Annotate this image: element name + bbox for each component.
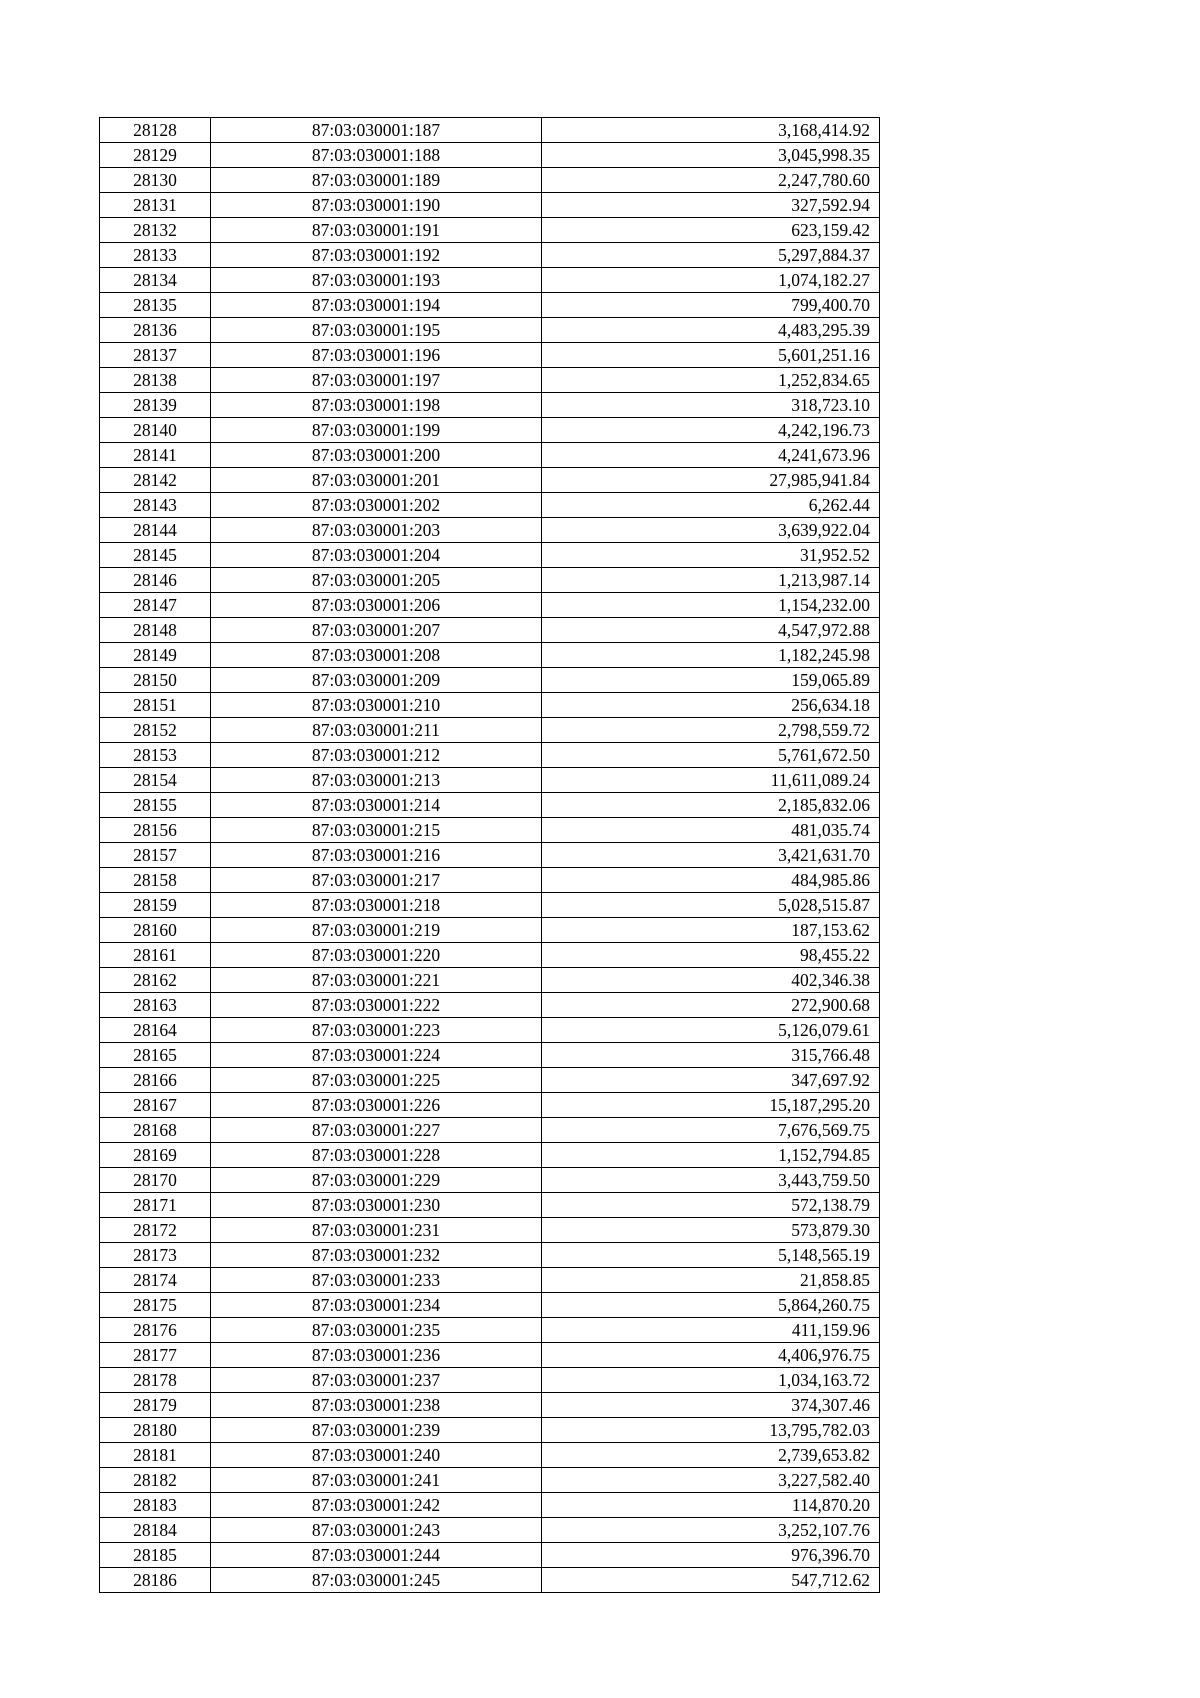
value-cell: 27,985,941.84 [542,468,880,493]
row-number-cell: 28153 [100,743,211,768]
table-row [100,1018,880,1043]
row-number-cell: 28168 [100,1118,211,1143]
cadastral-number-cell: 87:03:030001:209 [211,668,542,693]
row-number-cell: 28148 [100,618,211,643]
value-cell: 4,483,295.39 [542,318,880,343]
table-row [100,743,880,768]
table-row [100,1468,880,1493]
cadastral-number-cell: 87:03:030001:228 [211,1143,542,1168]
row-number-cell: 28185 [100,1543,211,1568]
cadastral-number-cell: 87:03:030001:211 [211,718,542,743]
table-row [100,718,880,743]
value-cell: 3,227,582.40 [542,1468,880,1493]
cadastral-number-cell: 87:03:030001:215 [211,818,542,843]
row-number-cell: 28172 [100,1218,211,1243]
table-row [100,618,880,643]
table-row [100,1393,880,1418]
row-number-cell: 28145 [100,543,211,568]
row-number-cell: 28152 [100,718,211,743]
cadastral-number-cell: 87:03:030001:191 [211,218,542,243]
cadastral-number-cell: 87:03:030001:188 [211,143,542,168]
value-cell: 2,185,832.06 [542,793,880,818]
row-number-cell: 28141 [100,443,211,468]
value-cell: 272,900.68 [542,993,880,1018]
table-row [100,418,880,443]
value-cell: 799,400.70 [542,293,880,318]
value-cell: 572,138.79 [542,1193,880,1218]
cadastral-number-cell: 87:03:030001:213 [211,768,542,793]
row-number-cell: 28182 [100,1468,211,1493]
cadastral-number-cell: 87:03:030001:202 [211,493,542,518]
value-cell: 374,307.46 [542,1393,880,1418]
value-cell: 573,879.30 [542,1218,880,1243]
value-cell: 256,634.18 [542,693,880,718]
table-row [100,968,880,993]
table-row [100,493,880,518]
value-cell: 327,592.94 [542,193,880,218]
table-row [100,443,880,468]
table-row [100,1068,880,1093]
row-number-cell: 28133 [100,243,211,268]
value-cell: 411,159.96 [542,1318,880,1343]
cadastral-number-cell: 87:03:030001:244 [211,1543,542,1568]
row-number-cell: 28151 [100,693,211,718]
cadastral-number-cell: 87:03:030001:208 [211,643,542,668]
cadastral-number-cell: 87:03:030001:234 [211,1293,542,1318]
row-number-cell: 28137 [100,343,211,368]
table-body [100,118,880,1593]
table-row [100,1418,880,1443]
table-row [100,193,880,218]
row-number-cell: 28130 [100,168,211,193]
table-row [100,993,880,1018]
row-number-cell: 28139 [100,393,211,418]
cadastral-number-cell: 87:03:030001:210 [211,693,542,718]
value-cell: 5,864,260.75 [542,1293,880,1318]
cadastral-number-cell: 87:03:030001:204 [211,543,542,568]
cadastral-number-cell: 87:03:030001:199 [211,418,542,443]
table-row [100,1543,880,1568]
row-number-cell: 28181 [100,1443,211,1468]
table-row [100,293,880,318]
table-row [100,1143,880,1168]
table-row [100,118,880,143]
table-row [100,368,880,393]
table-row [100,668,880,693]
row-number-cell: 28186 [100,1568,211,1593]
value-cell: 4,242,196.73 [542,418,880,443]
value-cell: 5,028,515.87 [542,893,880,918]
value-cell: 13,795,782.03 [542,1418,880,1443]
cadastral-number-cell: 87:03:030001:203 [211,518,542,543]
table-row [100,768,880,793]
row-number-cell: 28171 [100,1193,211,1218]
cadastral-number-cell: 87:03:030001:216 [211,843,542,868]
table-row [100,1318,880,1343]
row-number-cell: 28150 [100,668,211,693]
value-cell: 187,153.62 [542,918,880,943]
value-cell: 5,126,079.61 [542,1018,880,1043]
table-row [100,1218,880,1243]
value-cell: 1,034,163.72 [542,1368,880,1393]
table-row [100,343,880,368]
cadastral-number-cell: 87:03:030001:233 [211,1268,542,1293]
table-row [100,943,880,968]
table-row [100,693,880,718]
value-cell: 1,154,232.00 [542,593,880,618]
table-row [100,1268,880,1293]
table-row [100,243,880,268]
value-cell: 15,187,295.20 [542,1093,880,1118]
cadastral-number-cell: 87:03:030001:231 [211,1218,542,1243]
table-row [100,1518,880,1543]
row-number-cell: 28178 [100,1368,211,1393]
cadastral-number-cell: 87:03:030001:192 [211,243,542,268]
value-cell: 484,985.86 [542,868,880,893]
cadastral-number-cell: 87:03:030001:232 [211,1243,542,1268]
row-number-cell: 28146 [100,568,211,593]
cadastral-number-cell: 87:03:030001:189 [211,168,542,193]
value-cell: 623,159.42 [542,218,880,243]
table-row [100,1168,880,1193]
cadastral-number-cell: 87:03:030001:236 [211,1343,542,1368]
row-number-cell: 28165 [100,1043,211,1068]
row-number-cell: 28166 [100,1068,211,1093]
cadastral-number-cell: 87:03:030001:245 [211,1568,542,1593]
row-number-cell: 28160 [100,918,211,943]
value-cell: 2,798,559.72 [542,718,880,743]
value-cell: 3,443,759.50 [542,1168,880,1193]
table-row [100,843,880,868]
cadastral-number-cell: 87:03:030001:226 [211,1093,542,1118]
table-row [100,1243,880,1268]
value-cell: 1,182,245.98 [542,643,880,668]
row-number-cell: 28179 [100,1393,211,1418]
cadastral-value-table [99,117,880,1593]
table-row [100,1343,880,1368]
table-row [100,1368,880,1393]
row-number-cell: 28176 [100,1318,211,1343]
value-cell: 1,152,794.85 [542,1143,880,1168]
cadastral-number-cell: 87:03:030001:214 [211,793,542,818]
table-row [100,1443,880,1468]
cadastral-number-cell: 87:03:030001:190 [211,193,542,218]
value-cell: 3,168,414.92 [542,118,880,143]
cadastral-number-cell: 87:03:030001:217 [211,868,542,893]
cadastral-number-cell: 87:03:030001:193 [211,268,542,293]
value-cell: 7,676,569.75 [542,1118,880,1143]
value-cell: 3,421,631.70 [542,843,880,868]
table-row [100,1568,880,1593]
row-number-cell: 28174 [100,1268,211,1293]
value-cell: 1,213,987.14 [542,568,880,593]
row-number-cell: 28136 [100,318,211,343]
cadastral-number-cell: 87:03:030001:227 [211,1118,542,1143]
cadastral-number-cell: 87:03:030001:212 [211,743,542,768]
row-number-cell: 28129 [100,143,211,168]
row-number-cell: 28175 [100,1293,211,1318]
value-cell: 3,252,107.76 [542,1518,880,1543]
row-number-cell: 28157 [100,843,211,868]
row-number-cell: 28144 [100,518,211,543]
cadastral-number-cell: 87:03:030001:194 [211,293,542,318]
row-number-cell: 28158 [100,868,211,893]
table-row [100,918,880,943]
row-number-cell: 28183 [100,1493,211,1518]
cadastral-number-cell: 87:03:030001:219 [211,918,542,943]
table-row [100,1093,880,1118]
table-row [100,468,880,493]
row-number-cell: 28177 [100,1343,211,1368]
cadastral-number-cell: 87:03:030001:238 [211,1393,542,1418]
value-cell: 1,074,182.27 [542,268,880,293]
cadastral-number-cell: 87:03:030001:221 [211,968,542,993]
cadastral-number-cell: 87:03:030001:239 [211,1418,542,1443]
value-cell: 318,723.10 [542,393,880,418]
row-number-cell: 28169 [100,1143,211,1168]
value-cell: 4,241,673.96 [542,443,880,468]
cadastral-number-cell: 87:03:030001:197 [211,368,542,393]
table-row [100,868,880,893]
row-number-cell: 28149 [100,643,211,668]
value-cell: 31,952.52 [542,543,880,568]
row-number-cell: 28135 [100,293,211,318]
cadastral-number-cell: 87:03:030001:225 [211,1068,542,1093]
cadastral-number-cell: 87:03:030001:187 [211,118,542,143]
row-number-cell: 28134 [100,268,211,293]
value-cell: 114,870.20 [542,1493,880,1518]
row-number-cell: 28170 [100,1168,211,1193]
value-cell: 347,697.92 [542,1068,880,1093]
value-cell: 402,346.38 [542,968,880,993]
cadastral-number-cell: 87:03:030001:240 [211,1443,542,1468]
value-cell: 2,247,780.60 [542,168,880,193]
row-number-cell: 28132 [100,218,211,243]
cadastral-number-cell: 87:03:030001:235 [211,1318,542,1343]
table-row [100,318,880,343]
row-number-cell: 28138 [100,368,211,393]
row-number-cell: 28159 [100,893,211,918]
cadastral-number-cell: 87:03:030001:205 [211,568,542,593]
value-cell: 1,252,834.65 [542,368,880,393]
cadastral-number-cell: 87:03:030001:224 [211,1043,542,1068]
value-cell: 11,611,089.24 [542,768,880,793]
cadastral-number-cell: 87:03:030001:201 [211,468,542,493]
cadastral-number-cell: 87:03:030001:196 [211,343,542,368]
row-number-cell: 28140 [100,418,211,443]
value-cell: 5,148,565.19 [542,1243,880,1268]
row-number-cell: 28143 [100,493,211,518]
row-number-cell: 28180 [100,1418,211,1443]
cadastral-number-cell: 87:03:030001:222 [211,993,542,1018]
table-row [100,518,880,543]
table-row [100,1118,880,1143]
table-row [100,1193,880,1218]
cadastral-number-cell: 87:03:030001:195 [211,318,542,343]
table-row [100,268,880,293]
table-row [100,818,880,843]
table-row [100,593,880,618]
row-number-cell: 28161 [100,943,211,968]
value-cell: 3,045,998.35 [542,143,880,168]
row-number-cell: 28142 [100,468,211,493]
value-cell: 159,065.89 [542,668,880,693]
value-cell: 481,035.74 [542,818,880,843]
value-cell: 98,455.22 [542,943,880,968]
row-number-cell: 28147 [100,593,211,618]
row-number-cell: 28164 [100,1018,211,1043]
table-row [100,1043,880,1068]
row-number-cell: 28128 [100,118,211,143]
cadastral-number-cell: 87:03:030001:237 [211,1368,542,1393]
value-cell: 315,766.48 [542,1043,880,1068]
value-cell: 21,858.85 [542,1268,880,1293]
cadastral-number-cell: 87:03:030001:218 [211,893,542,918]
table-row [100,568,880,593]
value-cell: 4,547,972.88 [542,618,880,643]
row-number-cell: 28173 [100,1243,211,1268]
cadastral-number-cell: 87:03:030001:229 [211,1168,542,1193]
cadastral-number-cell: 87:03:030001:223 [211,1018,542,1043]
value-cell: 976,396.70 [542,1543,880,1568]
value-cell: 4,406,976.75 [542,1343,880,1368]
row-number-cell: 28154 [100,768,211,793]
value-cell: 2,739,653.82 [542,1443,880,1468]
table-row [100,793,880,818]
row-number-cell: 28156 [100,818,211,843]
value-cell: 5,601,251.16 [542,343,880,368]
cadastral-number-cell: 87:03:030001:198 [211,393,542,418]
row-number-cell: 28155 [100,793,211,818]
cadastral-number-cell: 87:03:030001:242 [211,1493,542,1518]
row-number-cell: 28167 [100,1093,211,1118]
value-cell: 3,639,922.04 [542,518,880,543]
cadastral-number-cell: 87:03:030001:243 [211,1518,542,1543]
cadastral-number-cell: 87:03:030001:206 [211,593,542,618]
value-cell: 5,761,672.50 [542,743,880,768]
table-row [100,543,880,568]
table-row [100,1293,880,1318]
table-row [100,1493,880,1518]
table-row [100,143,880,168]
cadastral-number-cell: 87:03:030001:220 [211,943,542,968]
table-row [100,893,880,918]
table-row [100,393,880,418]
row-number-cell: 28162 [100,968,211,993]
value-cell: 547,712.62 [542,1568,880,1593]
row-number-cell: 28131 [100,193,211,218]
value-cell: 5,297,884.37 [542,243,880,268]
cadastral-number-cell: 87:03:030001:230 [211,1193,542,1218]
table-row [100,218,880,243]
table-row [100,643,880,668]
row-number-cell: 28184 [100,1518,211,1543]
cadastral-number-cell: 87:03:030001:200 [211,443,542,468]
value-cell: 6,262.44 [542,493,880,518]
cadastral-number-cell: 87:03:030001:241 [211,1468,542,1493]
table-row [100,168,880,193]
cadastral-number-cell: 87:03:030001:207 [211,618,542,643]
row-number-cell: 28163 [100,993,211,1018]
